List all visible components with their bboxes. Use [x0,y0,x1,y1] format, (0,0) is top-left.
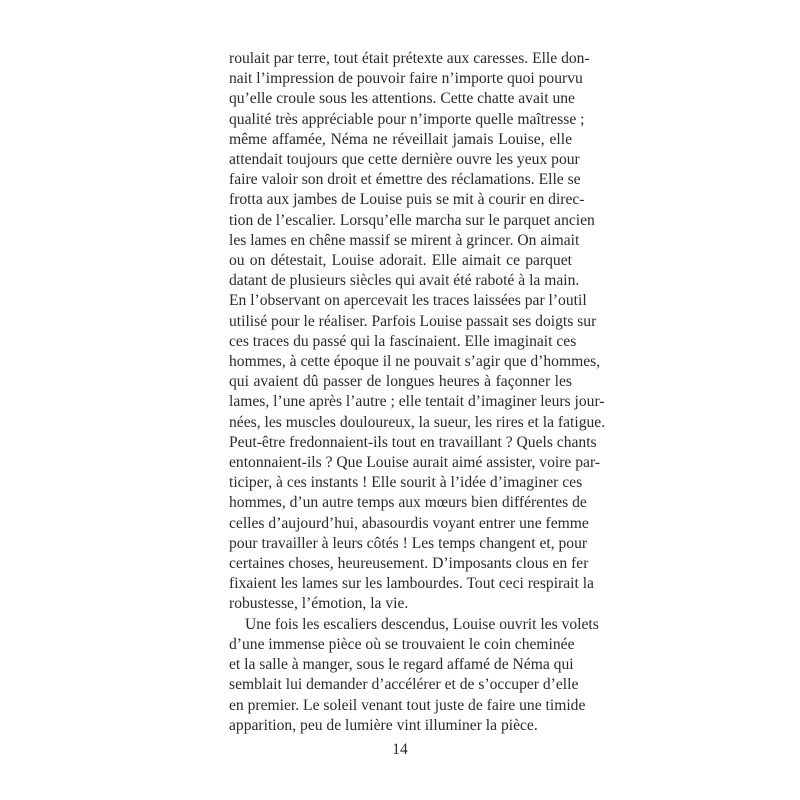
text-line: utilisé pour le réaliser. Parfois Louise passait ses doigts sur [229,312,597,330]
text-line: celles d’aujourd’hui, abasourdis voyant entrer une femme [229,514,589,532]
text-line: Peut-être fredonnaient-ils tout en travaillant ? Quels chants [229,433,597,451]
text-line: roulait par terre, tout était prétexte aux caresses. Elle don- [229,50,590,67]
text-line: datant de plusieurs siècles qui avait été raboté à la main. [229,272,580,290]
text-line: Une fois les escaliers descendus, Louise ouvrit les volets [245,615,599,633]
text-line: ces traces du passé qui la fascinaient. Elle imaginait ces [229,332,577,350]
text-line: attendait toujours que cette dernière ouvre les yeux pour [229,151,580,169]
text-line: tion de l’escalier. Lorsqu’elle marcha sur le parquet ancien [229,211,595,229]
paragraph-1 [229,49,606,615]
text-line: même affamée, Néma ne réveillait jamais Louise, elle [229,130,572,148]
text-line: fixaient les lames sur les lambourdes. Tout ceci respirait la [229,575,594,593]
text-line: les lames en chêne massif se mirent à grincer. On aimait [229,231,580,249]
text-line: entonnaient-ils ? Que Louise aurait aimé assister, voire par- [229,454,601,472]
text-line: apparition, peu de lumière vint illuminer la pièce. [229,716,538,734]
paragraph-2 [229,615,599,736]
text-line: hommes, à cette époque il ne pouvait s’agir que d’hommes, [229,353,601,371]
text-line: d’une immense pièce où se trouvaient le coin cheminée [229,635,575,653]
text-line: En l’observant on apercevait les traces laissées par l’outil [229,292,587,310]
text-line: hommes, d’un autre temps aux mœurs bien différentes de [229,494,587,512]
text-line: semblait lui demander d’accélérer et de s’occuper d’elle [229,676,579,694]
text-line: en premier. Le soleil venant tout juste de faire une timide [229,696,586,714]
text-line: nées, les muscles douloureux, la sueur, les rires et la fatigue. [229,413,606,431]
text-line: robustesse, l’émotion, la vie. [229,595,409,613]
text-line: qu’elle croule sous les attentions. Cette chatte avait une [229,90,575,108]
page-number: 14 [392,741,408,758]
text-line: et la salle à manger, sous le regard affamé de Néma qui [229,656,574,674]
text-line: certaines choses, heureusement. D’imposants clous en fer [229,555,589,573]
text-line: pour travailler à leurs côtés ! Les temps changent et, pour [229,534,588,552]
text-line: qualité très appréciable pour n’importe quelle maîtresse ; [229,110,585,128]
text-line: ou on détestait, Louise adorait. Elle aimait ce parquet [229,252,572,270]
text-line: lames, l’une après l’autre ; elle tentait d’imaginer leurs jour- [229,393,605,411]
body-text [229,49,606,736]
text-line: qui avaient dû passer de longues heures à façonner les [229,373,572,391]
text-line: faire valoir son droit et émettre des réclamations. Elle se [229,171,581,189]
text-line: frotta aux jambes de Louise puis se mit à courir en direc- [229,191,585,209]
text-line: ticiper, à ces instants ! Elle sourit à l’idée d’imaginer ces [229,474,583,492]
text-line: nait l’impression de pouvoir faire n’importe quoi pourvu [229,70,583,88]
